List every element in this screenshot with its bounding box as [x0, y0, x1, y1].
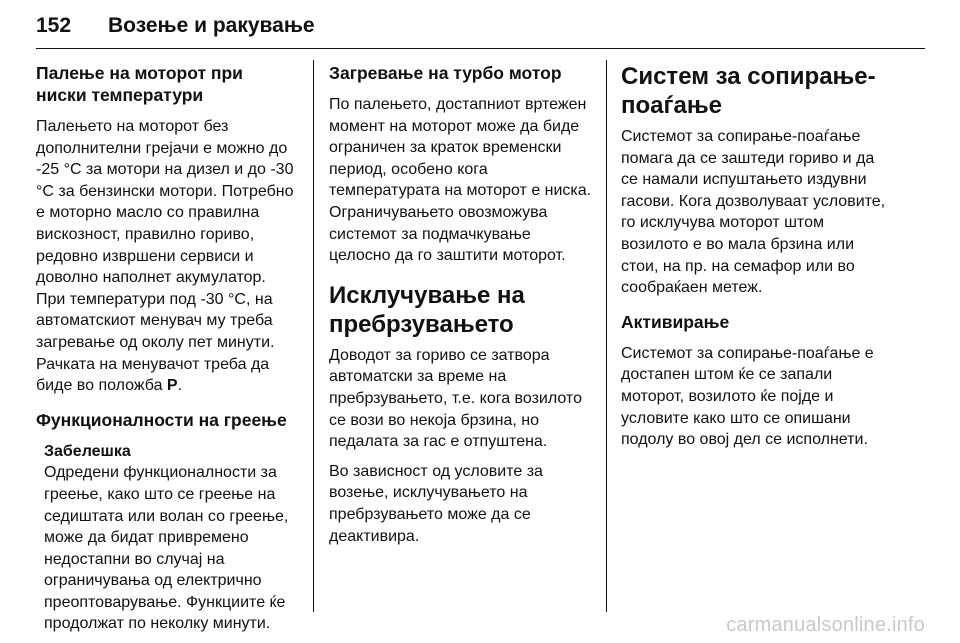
chapter-title: Возење и ракување: [108, 14, 315, 37]
overrun-paragraph-1: Доводот за гориво се затвора автоматски за време на пребрзувањето, т.е. кога возилото се вози во некоја брзина, но педалата за гас е отпуштена.: [329, 346, 582, 451]
page-header: [36, 10, 925, 50]
section-heading-overrun-cutoff: Исклучување на пребрзувањето: [329, 281, 525, 338]
turbo-paragraph: По палењето, достапниот вртежен момент на моторот може да биде ограничен за краток временски период, особено кога температурата на моторот е ниска. Ограничувањето овозможува системот за подмачкување целосно да го заштити моторот.: [329, 96, 592, 265]
section-heading-stop-start: Систем за сопирање-поаѓање: [621, 63, 876, 119]
section-heading-activation: Активирање: [621, 311, 730, 332]
column-divider-1: [313, 60, 314, 612]
overrun-paragraph-2: Во зависност од условите за возење, исклучувањето на пребрзувањето може да се деактивира.: [329, 462, 543, 545]
section-heading-turbo: Загревање на турбо мотор: [329, 63, 562, 83]
note-title: Забелешка: [44, 442, 131, 460]
column-3: [621, 62, 891, 459]
gear-position: P: [166, 377, 178, 395]
activation-paragraph: Системот за сопирање-поаѓање е достапен штом ќе се запали моторот, возилото ќе појде и условите како што се опишани подолу во овој дел се исполнети.: [621, 344, 874, 449]
note-block: [36, 441, 298, 635]
note-text: Одредени функционалности за греење, како што се греење на седиштата или волан со греење, може да бидат привремено недостапни во случај на ограничувања од електрично преоптоварување. Функциите ќе продолжат по неколку минути.: [44, 464, 289, 633]
cold-start-text: Палењето на моторот без дополнителни грејачи е можно до -25 °C за мотори на дизел и до -30 °C за бензински мотори. Потребно е моторно масло со правилна вискозност, правилно гориво, редовно извршени сервиси и доволно наполнет акумулатор. При температури под -30 °C, на автоматскиот менувач му треба загревање од околу пет минути. Рачката на менувачот треба да биде во положба: [36, 118, 294, 395]
header-divider: [36, 48, 925, 49]
section-heading-cold-start: Палење на моторот при ниски температури: [36, 63, 243, 105]
cold-start-paragraph: [36, 116, 298, 397]
column-2: [329, 62, 594, 555]
page-number: 152: [36, 14, 72, 37]
column-divider-2: [606, 60, 607, 612]
column-1: [36, 62, 298, 643]
watermark: carmanualsonline.info: [726, 614, 925, 636]
cold-start-text-end: .: [177, 377, 183, 395]
section-heading-heating: Функционалности на греење: [36, 409, 287, 430]
stop-start-paragraph: Системот за сопирање-поаѓање помага да се заштеди гориво и да се намали испуштањето издувни гасови. Кога дозволуваат условите, го исклучува моторот штом возилото е во мала брзина или стои, на пр. на семафор или во сообраќаен метеж.: [621, 128, 886, 297]
